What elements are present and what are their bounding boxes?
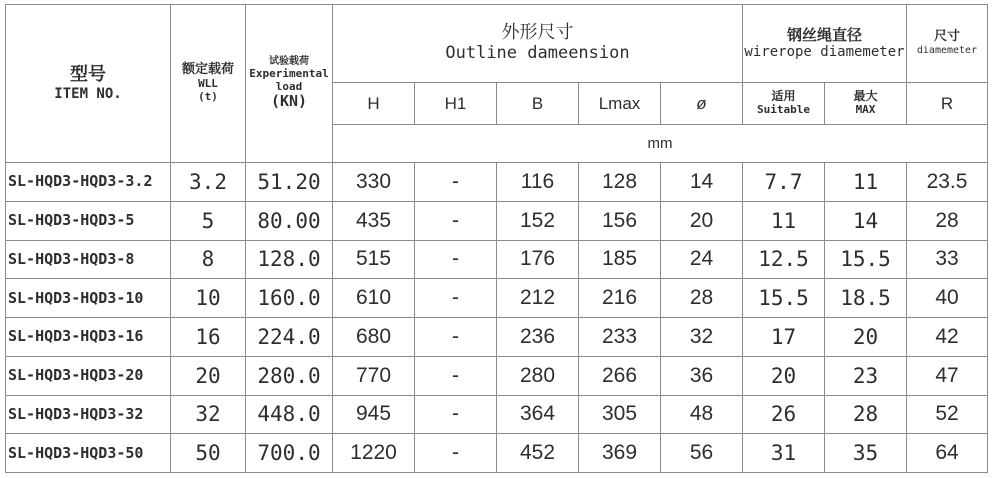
cell-phi: 36 [661, 356, 743, 395]
outline-header-en: Outline dameension [445, 43, 630, 64]
suitable-header-cn: 适用 [771, 89, 796, 104]
cell-test: 128.0 [246, 240, 333, 279]
cell-suit: 20 [743, 356, 825, 395]
table-row [6, 201, 988, 240]
cell-r: 52 [907, 395, 988, 434]
cell-b: 452 [497, 434, 579, 473]
cell-b: 152 [497, 201, 579, 240]
cell-h1: - [415, 163, 497, 202]
cell-test: 160.0 [246, 279, 333, 318]
rope-header-en: wirerope diamemeter [744, 44, 905, 61]
cell-max: 14 [825, 201, 907, 240]
cell-model: SL-HQD3-HQD3-32 [6, 395, 171, 434]
cell-max: 11 [825, 163, 907, 202]
size-header-cn: 尺寸 [933, 29, 960, 45]
cell-model: SL-HQD3-HQD3-20 [6, 356, 171, 395]
cell-lmax: 128 [579, 163, 661, 202]
cell-phi: 32 [661, 318, 743, 357]
cell-wll: 5 [171, 201, 246, 240]
col-phi-header: ø [661, 83, 743, 125]
cell-test: 280.0 [246, 356, 333, 395]
cell-model: SL-HQD3-HQD3-8 [6, 240, 171, 279]
cell-wll: 16 [171, 318, 246, 357]
table-row [6, 279, 988, 318]
cell-r: 33 [907, 240, 988, 279]
cell-phi: 14 [661, 163, 743, 202]
cell-suit: 11 [743, 201, 825, 240]
cell-wll: 3.2 [171, 163, 246, 202]
cell-h1: - [415, 356, 497, 395]
cell-r: 42 [907, 318, 988, 357]
test-load-header-cn: 试验载荷 [269, 56, 309, 68]
col-h1-header: H1 [415, 83, 497, 125]
cell-model: SL-HQD3-HQD3-5 [6, 201, 171, 240]
model-header-cn: 型号 [70, 64, 106, 86]
cell-lmax: 216 [579, 279, 661, 318]
cell-r: 23.5 [907, 163, 988, 202]
cell-h: 770 [333, 356, 415, 395]
cell-wll: 20 [171, 356, 246, 395]
cell-wll: 50 [171, 434, 246, 473]
size-header-cell [907, 5, 988, 83]
cell-b: 236 [497, 318, 579, 357]
cell-h1: - [415, 240, 497, 279]
cell-wll: 32 [171, 395, 246, 434]
cell-wll: 8 [171, 240, 246, 279]
table-row [6, 356, 988, 395]
cell-suit: 26 [743, 395, 825, 434]
cell-lmax: 156 [579, 201, 661, 240]
cell-h: 680 [333, 318, 415, 357]
outline-header-cell [333, 5, 743, 83]
cell-max: 35 [825, 434, 907, 473]
cell-h1: - [415, 201, 497, 240]
cell-max: 28 [825, 395, 907, 434]
col-lmax-header: Lmax [579, 83, 661, 125]
unit-mm-cell: mm [333, 125, 988, 163]
cell-lmax: 369 [579, 434, 661, 473]
cell-h: 945 [333, 395, 415, 434]
header-row-1 [6, 5, 988, 83]
cell-h1: - [415, 318, 497, 357]
suitable-header-en: Suitable [757, 103, 810, 117]
cell-test: 80.00 [246, 201, 333, 240]
cell-test: 700.0 [246, 434, 333, 473]
cell-model: SL-HQD3-HQD3-50 [6, 434, 171, 473]
table-row [6, 163, 988, 202]
table-row [6, 318, 988, 357]
model-header-en: ITEM NO. [54, 85, 122, 102]
cell-suit: 7.7 [743, 163, 825, 202]
cell-phi: 20 [661, 201, 743, 240]
cell-h1: - [415, 395, 497, 434]
cell-test: 448.0 [246, 395, 333, 434]
max-header-en: MAX [855, 103, 876, 117]
cell-phi: 56 [661, 434, 743, 473]
test-load-header-unit: (KN) [270, 92, 308, 111]
col-r-header: R [907, 83, 988, 125]
cell-model: SL-HQD3-HQD3-16 [6, 318, 171, 357]
cell-test: 224.0 [246, 318, 333, 357]
wll-header-cn: 额定载荷 [181, 62, 234, 78]
cell-r: 47 [907, 356, 988, 395]
cell-r: 40 [907, 279, 988, 318]
table-row [6, 434, 988, 473]
cell-model: SL-HQD3-HQD3-10 [6, 279, 171, 318]
cell-lmax: 305 [579, 395, 661, 434]
cell-suit: 31 [743, 434, 825, 473]
cell-phi: 48 [661, 395, 743, 434]
outline-header-cn: 外形尺寸 [501, 22, 574, 44]
cell-h: 330 [333, 163, 415, 202]
cell-h: 1220 [333, 434, 415, 473]
test-load-header-en: Experimental load [249, 66, 329, 93]
rope-header-cell [743, 5, 907, 83]
cell-max: 23 [825, 356, 907, 395]
cell-model: SL-HQD3-HQD3-3.2 [6, 163, 171, 202]
cell-max: 15.5 [825, 240, 907, 279]
cell-max: 20 [825, 318, 907, 357]
rope-header-cn: 钢丝绳直径 [786, 25, 862, 44]
col-h-header: H [333, 83, 415, 125]
cell-suit: 17 [743, 318, 825, 357]
cell-suit: 12.5 [743, 240, 825, 279]
cell-b: 176 [497, 240, 579, 279]
cell-h1: - [415, 434, 497, 473]
cell-phi: 28 [661, 279, 743, 318]
cell-wll: 10 [171, 279, 246, 318]
cell-h: 515 [333, 240, 415, 279]
cell-b: 364 [497, 395, 579, 434]
wll-header-en: WLL [198, 77, 218, 91]
cell-h1: - [415, 279, 497, 318]
max-header-cn: 最大 [853, 89, 878, 104]
cell-max: 18.5 [825, 279, 907, 318]
cell-lmax: 185 [579, 240, 661, 279]
cell-r: 64 [907, 434, 988, 473]
cell-b: 116 [497, 163, 579, 202]
cell-phi: 24 [661, 240, 743, 279]
table-row [6, 240, 988, 279]
test-load-header-cell [246, 5, 333, 163]
col-b-header: B [497, 83, 579, 125]
cell-b: 212 [497, 279, 579, 318]
cell-lmax: 266 [579, 356, 661, 395]
cell-test: 51.20 [246, 163, 333, 202]
cell-h: 610 [333, 279, 415, 318]
model-header-cell [6, 5, 171, 163]
spec-table [5, 4, 988, 473]
suitable-header-cell [743, 83, 825, 125]
cell-suit: 15.5 [743, 279, 825, 318]
cell-lmax: 233 [579, 318, 661, 357]
table-row [6, 395, 988, 434]
wll-header-unit: (t) [198, 89, 218, 103]
cell-b: 280 [497, 356, 579, 395]
cell-r: 28 [907, 201, 988, 240]
wll-header-cell [171, 5, 246, 163]
cell-h: 435 [333, 201, 415, 240]
max-header-cell [825, 83, 907, 125]
size-header-en: diamemeter [916, 45, 978, 57]
